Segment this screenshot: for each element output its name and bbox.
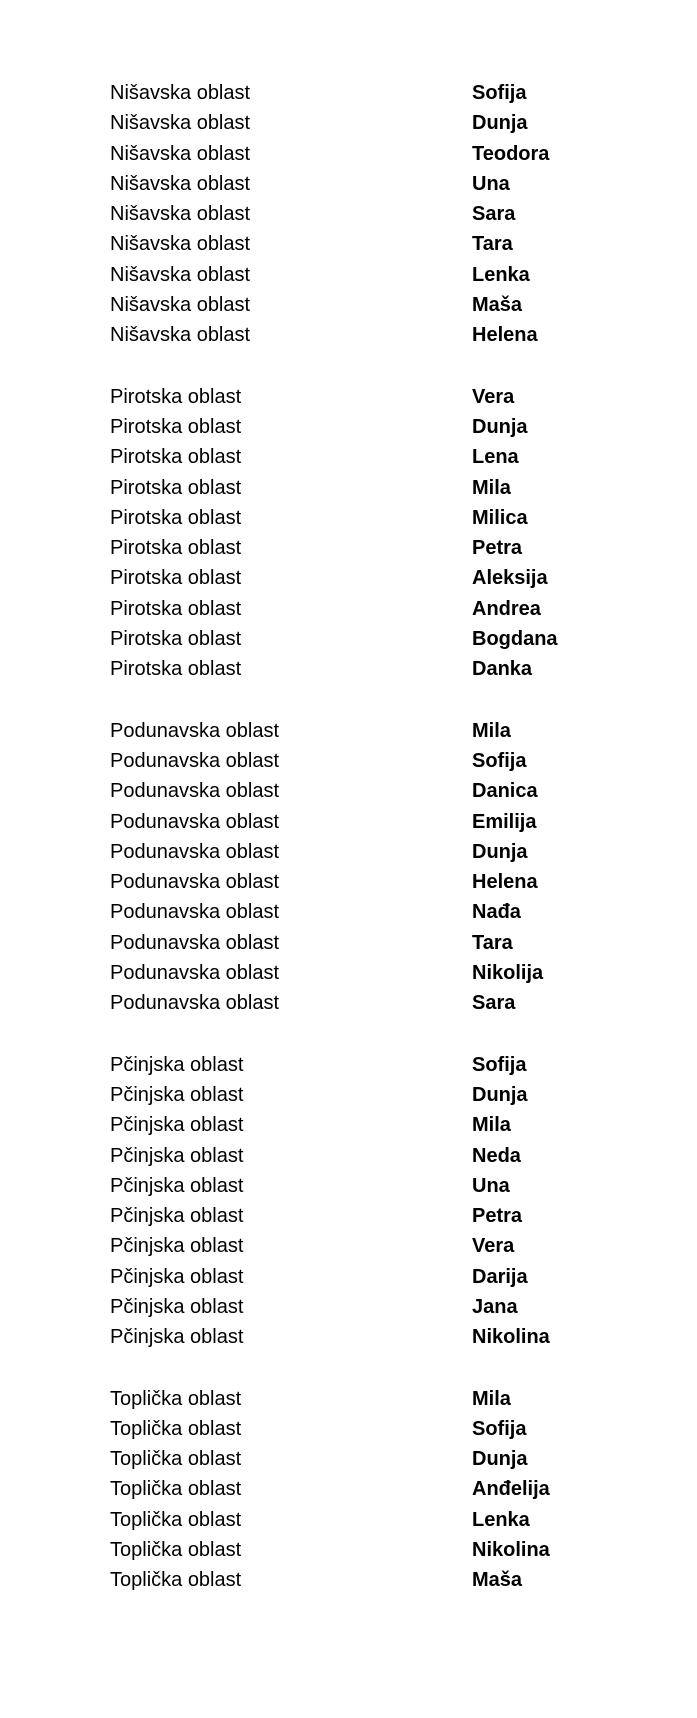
region-label: Pčinjska oblast bbox=[110, 1053, 244, 1076]
list-row bbox=[0, 229, 697, 259]
list-row bbox=[0, 1505, 697, 1535]
person-name: Maša bbox=[472, 294, 523, 317]
region-label: Nišavska oblast bbox=[110, 172, 251, 195]
region-label: Podunavska oblast bbox=[110, 719, 280, 742]
person-name: Teodora bbox=[472, 142, 550, 165]
person-name: Una bbox=[472, 172, 510, 195]
person-name: Danica bbox=[472, 780, 538, 803]
person-name: Vera bbox=[472, 385, 515, 408]
region-label: Podunavska oblast bbox=[110, 871, 280, 894]
list-row bbox=[0, 1292, 697, 1322]
region-group bbox=[0, 1050, 697, 1353]
person-name: Helena bbox=[472, 324, 538, 347]
list-row bbox=[0, 199, 697, 229]
region-label: Podunavska oblast bbox=[110, 992, 280, 1015]
list-row bbox=[0, 320, 697, 350]
person-name: Lenka bbox=[472, 1508, 530, 1531]
list-row bbox=[0, 1444, 697, 1474]
list-row bbox=[0, 867, 697, 897]
person-name: Anđelija bbox=[472, 1478, 550, 1501]
region-label: Pirotska oblast bbox=[110, 567, 242, 590]
list-row bbox=[0, 1080, 697, 1110]
region-label: Nišavska oblast bbox=[110, 294, 251, 317]
person-name: Petra bbox=[472, 1205, 523, 1228]
list-row bbox=[0, 1110, 697, 1140]
region-label: Nišavska oblast bbox=[110, 324, 251, 347]
region-label: Podunavska oblast bbox=[110, 962, 280, 985]
list-row bbox=[0, 108, 697, 138]
region-label: Nišavska oblast bbox=[110, 112, 251, 135]
list-row bbox=[0, 654, 697, 684]
person-name: Tara bbox=[472, 233, 513, 256]
region-label: Pčinjska oblast bbox=[110, 1265, 244, 1288]
list-row bbox=[0, 1171, 697, 1201]
region-label: Toplička oblast bbox=[110, 1539, 242, 1562]
list-row bbox=[0, 1141, 697, 1171]
list-row bbox=[0, 988, 697, 1018]
list-row bbox=[0, 442, 697, 472]
region-label: Pirotska oblast bbox=[110, 385, 242, 408]
person-name: Maša bbox=[472, 1569, 523, 1592]
region-label: Nišavska oblast bbox=[110, 203, 251, 226]
list-row bbox=[0, 897, 697, 927]
region-label: Pirotska oblast bbox=[110, 628, 242, 651]
person-name: Una bbox=[472, 1174, 510, 1197]
person-name: Mila bbox=[472, 719, 511, 742]
list-row bbox=[0, 1414, 697, 1444]
region-label: Pčinjska oblast bbox=[110, 1235, 244, 1258]
person-name: Sofija bbox=[472, 1053, 527, 1076]
list-row bbox=[0, 260, 697, 290]
region-label: Pčinjska oblast bbox=[110, 1205, 244, 1228]
person-name: Dunja bbox=[472, 1083, 528, 1106]
list-row bbox=[0, 746, 697, 776]
person-name: Tara bbox=[472, 931, 513, 954]
region-group bbox=[0, 382, 697, 685]
region-label: Toplička oblast bbox=[110, 1478, 242, 1501]
person-name: Bogdana bbox=[472, 628, 558, 651]
list-row bbox=[0, 807, 697, 837]
region-label: Toplička oblast bbox=[110, 1417, 242, 1440]
person-name: Dunja bbox=[472, 1448, 528, 1471]
person-name: Vera bbox=[472, 1235, 515, 1258]
person-name: Nikolina bbox=[472, 1326, 550, 1349]
region-label: Pčinjska oblast bbox=[110, 1083, 244, 1106]
person-name: Sofija bbox=[472, 82, 527, 104]
person-name: Helena bbox=[472, 871, 538, 894]
list-row bbox=[0, 716, 697, 746]
list-row bbox=[0, 1201, 697, 1231]
region-label: Nišavska oblast bbox=[110, 82, 251, 104]
region-label: Pirotska oblast bbox=[110, 597, 242, 620]
person-name: Nikolina bbox=[472, 1539, 550, 1562]
region-label: Pirotska oblast bbox=[110, 446, 242, 469]
region-label: Pirotska oblast bbox=[110, 537, 242, 560]
list-row bbox=[0, 1565, 697, 1595]
person-name: Nađa bbox=[472, 901, 521, 924]
region-label: Pirotska oblast bbox=[110, 415, 242, 438]
list-row bbox=[0, 503, 697, 533]
person-name: Mila bbox=[472, 476, 511, 499]
region-label: Pčinjska oblast bbox=[110, 1144, 244, 1167]
person-name: Lena bbox=[472, 446, 519, 469]
region-label: Pčinjska oblast bbox=[110, 1326, 244, 1349]
list-row bbox=[0, 1050, 697, 1080]
region-label: Podunavska oblast bbox=[110, 780, 280, 803]
region-label: Nišavska oblast bbox=[110, 233, 251, 256]
person-name: Andrea bbox=[472, 597, 541, 620]
list-row bbox=[0, 169, 697, 199]
person-name: Petra bbox=[472, 537, 523, 560]
list-row bbox=[0, 78, 697, 108]
person-name: Sara bbox=[472, 203, 516, 226]
list-row bbox=[0, 139, 697, 169]
list-row bbox=[0, 473, 697, 503]
person-name: Dunja bbox=[472, 840, 528, 863]
list-row bbox=[0, 563, 697, 593]
list-row bbox=[0, 412, 697, 442]
person-name: Sara bbox=[472, 992, 516, 1015]
list-row bbox=[0, 1535, 697, 1565]
region-label: Podunavska oblast bbox=[110, 931, 280, 954]
person-name: Nikolija bbox=[472, 962, 544, 985]
list-row bbox=[0, 1474, 697, 1504]
document-body bbox=[0, 78, 697, 1627]
list-row bbox=[0, 290, 697, 320]
list-row bbox=[0, 1322, 697, 1352]
region-label: Nišavska oblast bbox=[110, 142, 251, 165]
person-name: Jana bbox=[472, 1295, 518, 1318]
person-name: Sofija bbox=[472, 749, 527, 772]
list-row bbox=[0, 837, 697, 867]
list-row bbox=[0, 776, 697, 806]
list-row bbox=[0, 958, 697, 988]
person-name: Mila bbox=[472, 1387, 511, 1410]
region-label: Toplička oblast bbox=[110, 1569, 242, 1592]
region-label: Pirotska oblast bbox=[110, 658, 242, 681]
region-label: Pčinjska oblast bbox=[110, 1114, 244, 1137]
person-name: Sofija bbox=[472, 1417, 527, 1440]
region-label: Pčinjska oblast bbox=[110, 1174, 244, 1197]
region-label: Pirotska oblast bbox=[110, 476, 242, 499]
person-name: Milica bbox=[472, 506, 528, 529]
person-name: Dunja bbox=[472, 112, 528, 135]
region-label: Podunavska oblast bbox=[110, 840, 280, 863]
person-name: Dunja bbox=[472, 415, 528, 438]
region-label: Podunavska oblast bbox=[110, 810, 280, 833]
list-row bbox=[0, 382, 697, 412]
region-label: Podunavska oblast bbox=[110, 901, 280, 924]
region-label: Toplička oblast bbox=[110, 1448, 242, 1471]
person-name: Darija bbox=[472, 1265, 528, 1288]
list-row bbox=[0, 1384, 697, 1414]
region-label: Podunavska oblast bbox=[110, 749, 280, 772]
list-row bbox=[0, 1262, 697, 1292]
region-group bbox=[0, 716, 697, 1019]
person-name: Mila bbox=[472, 1114, 511, 1137]
list-row bbox=[0, 928, 697, 958]
list-row bbox=[0, 624, 697, 654]
region-group bbox=[0, 78, 697, 351]
list-row bbox=[0, 594, 697, 624]
region-label: Toplička oblast bbox=[110, 1508, 242, 1531]
region-label: Toplička oblast bbox=[110, 1387, 242, 1410]
person-name: Neda bbox=[472, 1144, 521, 1167]
region-group bbox=[0, 1384, 697, 1596]
region-label: Pirotska oblast bbox=[110, 506, 242, 529]
person-name: Aleksija bbox=[472, 567, 548, 590]
region-label: Nišavska oblast bbox=[110, 263, 251, 286]
person-name: Lenka bbox=[472, 263, 530, 286]
list-row bbox=[0, 1231, 697, 1261]
person-name: Danka bbox=[472, 658, 533, 681]
person-name: Emilija bbox=[472, 810, 537, 833]
list-row bbox=[0, 533, 697, 563]
region-label: Pčinjska oblast bbox=[110, 1295, 244, 1318]
